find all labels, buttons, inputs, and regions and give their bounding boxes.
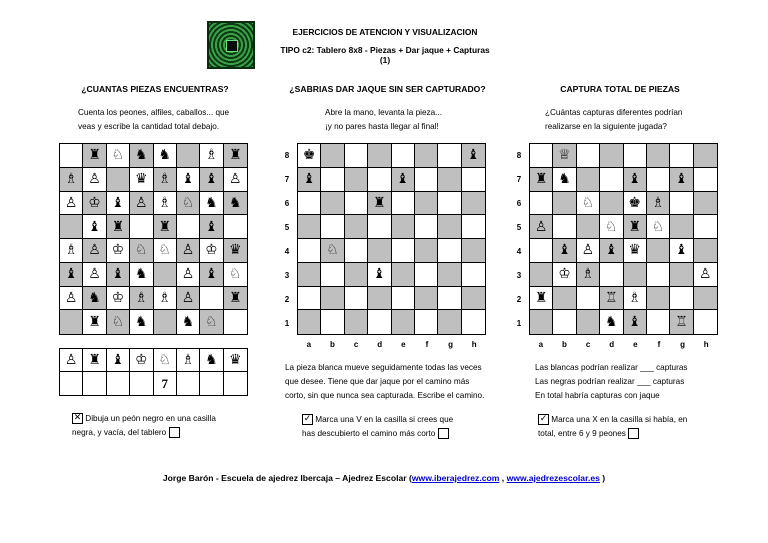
chess-piece-square: ♞ bbox=[130, 263, 153, 287]
empty-square bbox=[200, 287, 223, 311]
col2-file-labels bbox=[297, 340, 486, 349]
ajedrezescolar-link[interactable]: www.ajedrezescolar.es bbox=[506, 473, 600, 483]
rank-label: 6 bbox=[516, 198, 522, 208]
chess-piece-square: ♘ bbox=[107, 144, 130, 168]
chess-piece-square: ♞ bbox=[553, 168, 576, 192]
piece-count-table bbox=[59, 348, 248, 396]
chess-piece-square: ♛ bbox=[224, 239, 247, 263]
file-label: g bbox=[680, 340, 685, 349]
empty-square bbox=[530, 144, 553, 168]
empty-square bbox=[321, 168, 344, 192]
empty-square bbox=[60, 144, 83, 168]
empty-square bbox=[670, 192, 693, 216]
chess-piece-square: ♙ bbox=[60, 287, 83, 311]
chess-piece-square: ♙ bbox=[60, 192, 83, 216]
chess-piece-square: ♘ bbox=[600, 215, 623, 239]
empty-square bbox=[647, 263, 670, 287]
empty-square bbox=[392, 192, 415, 216]
chess-piece-square: ♗ bbox=[60, 239, 83, 263]
empty-square bbox=[60, 310, 83, 334]
chess-piece-square: ♜ bbox=[224, 144, 247, 168]
empty-square bbox=[392, 239, 415, 263]
empty-square bbox=[600, 168, 623, 192]
empty-square bbox=[345, 287, 368, 311]
empty-square bbox=[392, 215, 415, 239]
empty-square bbox=[321, 263, 344, 287]
chess-piece-square: ♞ bbox=[154, 144, 177, 168]
empty-square bbox=[224, 215, 247, 239]
rank-label: 5 bbox=[284, 222, 290, 232]
chess-piece-square: ♗ bbox=[624, 287, 647, 311]
file-label: c bbox=[585, 340, 591, 349]
rank-label: 5 bbox=[516, 222, 522, 232]
chess-piece-square: ♝ bbox=[670, 168, 693, 192]
empty-square bbox=[154, 310, 177, 334]
empty-square bbox=[670, 144, 693, 168]
empty-square bbox=[321, 215, 344, 239]
empty-square bbox=[438, 168, 461, 192]
rank-label: 3 bbox=[516, 270, 522, 280]
page-title: EJERCICIOS DE ATENCION Y VISUALIZACION bbox=[292, 27, 478, 37]
answer-checkbox[interactable] bbox=[169, 427, 180, 438]
chess-piece-square: ♝ bbox=[392, 168, 415, 192]
chess-piece-square: ♜ bbox=[83, 144, 106, 168]
rank-label: 6 bbox=[284, 198, 290, 208]
empty-square bbox=[415, 168, 438, 192]
give-check-board bbox=[297, 143, 486, 335]
empty-square bbox=[130, 215, 153, 239]
empty-square bbox=[321, 144, 344, 168]
chess-piece-square: ♞ bbox=[600, 310, 623, 334]
chess-piece-square: ♚ bbox=[298, 144, 321, 168]
empty-square bbox=[415, 263, 438, 287]
rank-label: 3 bbox=[284, 270, 290, 280]
empty-square bbox=[553, 310, 576, 334]
chess-piece-square: ♘ bbox=[177, 192, 200, 216]
x-checkbox-icon: ✕ bbox=[73, 413, 82, 424]
chess-piece-square: ♙ bbox=[83, 263, 106, 287]
chess-piece-square: ♝ bbox=[298, 168, 321, 192]
empty-square bbox=[345, 192, 368, 216]
rank-label: 4 bbox=[516, 246, 522, 256]
empty-square bbox=[154, 263, 177, 287]
empty-square bbox=[60, 215, 83, 239]
empty-square bbox=[438, 192, 461, 216]
chess-piece-square: ♜ bbox=[107, 215, 130, 239]
file-label: b bbox=[561, 340, 567, 349]
empty-square bbox=[345, 215, 368, 239]
rank-label: 4 bbox=[284, 246, 290, 256]
chess-piece-square: ♕ bbox=[553, 144, 576, 168]
file-label: h bbox=[703, 340, 709, 349]
empty-square bbox=[368, 144, 391, 168]
empty-square bbox=[345, 310, 368, 334]
chess-piece-square: ♜ bbox=[530, 168, 553, 192]
col2-heading: ¿SABRIAS DAR JAQUE SIN SER CAPTURADO? bbox=[289, 84, 486, 94]
empty-square bbox=[415, 310, 438, 334]
col3-rank-labels bbox=[512, 143, 526, 335]
empty-square bbox=[224, 310, 247, 334]
chess-piece-square: ♝ bbox=[107, 263, 130, 287]
file-label: f bbox=[425, 340, 429, 349]
chess-piece-square: ♞ bbox=[224, 192, 247, 216]
answer-piece-cell: ♝ bbox=[107, 349, 130, 372]
empty-square bbox=[462, 192, 485, 216]
col3-heading: CAPTURA TOTAL DE PIEZAS bbox=[560, 84, 680, 94]
chess-piece-square: ♙ bbox=[177, 239, 200, 263]
empty-square bbox=[415, 239, 438, 263]
footer-credits: Jorge Barón - Escuela de ajedrez Ibercaja – Ajedrez Escolar (www.iberajedrez.com , www.ajedrezescolar.es ) bbox=[162, 473, 606, 483]
rank-label: 1 bbox=[284, 318, 290, 328]
rank-label: 8 bbox=[284, 150, 290, 160]
chess-piece-square: ♞ bbox=[83, 287, 106, 311]
chess-piece-square: ♙ bbox=[177, 287, 200, 311]
chess-piece-square: ♖ bbox=[600, 287, 623, 311]
file-label: a bbox=[306, 340, 312, 349]
empty-square bbox=[600, 263, 623, 287]
chess-piece-square: ♜ bbox=[83, 310, 106, 334]
empty-square bbox=[600, 192, 623, 216]
empty-square bbox=[530, 263, 553, 287]
answer-count-cell[interactable]: 7 bbox=[154, 372, 177, 395]
answer-piece-cell: ♙ bbox=[60, 349, 83, 372]
empty-square bbox=[438, 144, 461, 168]
empty-square bbox=[462, 263, 485, 287]
answer-count-cell[interactable] bbox=[224, 372, 247, 395]
chess-piece-square: ♗ bbox=[154, 192, 177, 216]
file-label: c bbox=[353, 340, 359, 349]
chess-piece-square: ♙ bbox=[83, 168, 106, 192]
empty-square bbox=[462, 215, 485, 239]
answer-piece-cell: ♗ bbox=[177, 349, 200, 372]
empty-square bbox=[530, 192, 553, 216]
empty-square bbox=[553, 215, 576, 239]
rank-label: 8 bbox=[516, 150, 522, 160]
answer-count-cell[interactable] bbox=[107, 372, 130, 395]
chess-piece-square: ♘ bbox=[154, 239, 177, 263]
empty-square bbox=[438, 263, 461, 287]
empty-square bbox=[577, 310, 600, 334]
answer-piece-cell: ♔ bbox=[130, 349, 153, 372]
empty-square bbox=[694, 287, 717, 311]
empty-square bbox=[647, 239, 670, 263]
rank-label: 7 bbox=[516, 174, 522, 184]
chess-piece-square: ♚ bbox=[624, 192, 647, 216]
total-captures-board bbox=[529, 143, 718, 335]
chess-piece-square: ♝ bbox=[624, 310, 647, 334]
col2-rank-labels bbox=[280, 143, 294, 335]
chess-piece-square: ♗ bbox=[154, 168, 177, 192]
file-label: e bbox=[401, 340, 406, 349]
empty-square bbox=[462, 239, 485, 263]
col1-heading: ¿CUANTAS PIEZAS ENCUENTRAS? bbox=[81, 84, 229, 94]
empty-square bbox=[298, 192, 321, 216]
empty-square bbox=[553, 192, 576, 216]
col1-instructions: Cuenta los peones, alfiles, caballos... que veas y escribe la cantidad total debajo. bbox=[78, 108, 230, 131]
chess-piece-square: ♗ bbox=[647, 192, 670, 216]
chess-piece-square: ♝ bbox=[368, 263, 391, 287]
empty-square bbox=[345, 263, 368, 287]
col2-description: La pieza blanca mueve seguidamente todas las veces que desee. Tiene que dar jaque por el camino más corto, sin que nunca sea capturada. Escribe el camino. bbox=[285, 363, 485, 400]
empty-square bbox=[553, 287, 576, 311]
chess-piece-square: ♝ bbox=[624, 168, 647, 192]
file-label: e bbox=[633, 340, 638, 349]
file-label: d bbox=[609, 340, 615, 349]
empty-square bbox=[647, 310, 670, 334]
empty-square bbox=[298, 215, 321, 239]
chess-piece-square: ♛ bbox=[130, 168, 153, 192]
chess-piece-square: ♙ bbox=[83, 239, 106, 263]
chess-piece-square: ♜ bbox=[624, 215, 647, 239]
empty-square bbox=[368, 287, 391, 311]
empty-square bbox=[694, 192, 717, 216]
empty-square bbox=[694, 239, 717, 263]
chess-piece-square: ♝ bbox=[600, 239, 623, 263]
col3-instructions: ¿Cuántas capturas diferentes podrían realizarse en la siguiente jugada? bbox=[545, 108, 683, 131]
chess-piece-square: ♝ bbox=[200, 168, 223, 192]
chess-piece-square: ♔ bbox=[107, 287, 130, 311]
chess-piece-square: ♔ bbox=[107, 239, 130, 263]
empty-square bbox=[462, 168, 485, 192]
chess-piece-square: ♘ bbox=[224, 263, 247, 287]
rank-label: 1 bbox=[516, 318, 522, 328]
iberajedrez-link[interactable]: www.iberajedrez.com bbox=[411, 473, 500, 483]
col3-task: ✓ Marca una X en la casilla si había, en total, entre 6 y 9 peones bbox=[538, 414, 688, 438]
chess-piece-square: ♗ bbox=[200, 144, 223, 168]
rank-label: 2 bbox=[284, 294, 290, 304]
chess-piece-square: ♝ bbox=[200, 263, 223, 287]
empty-square bbox=[392, 310, 415, 334]
col1-task: ✕ Dibuja un peón negro en una casilla negra, y vacía, del tablero bbox=[72, 413, 216, 437]
chess-piece-square: ♞ bbox=[130, 310, 153, 334]
empty-square bbox=[600, 144, 623, 168]
empty-square bbox=[415, 192, 438, 216]
empty-square bbox=[438, 310, 461, 334]
empty-square bbox=[577, 215, 600, 239]
answer-checkbox[interactable] bbox=[438, 428, 449, 439]
chess-piece-square: ♖ bbox=[670, 310, 693, 334]
empty-square bbox=[462, 287, 485, 311]
empty-square bbox=[577, 287, 600, 311]
empty-square bbox=[530, 239, 553, 263]
empty-square bbox=[577, 144, 600, 168]
empty-square bbox=[670, 263, 693, 287]
file-label: b bbox=[329, 340, 335, 349]
chess-piece-square: ♘ bbox=[577, 192, 600, 216]
chess-piece-square: ♜ bbox=[368, 192, 391, 216]
chess-piece-square: ♝ bbox=[107, 192, 130, 216]
answer-count-cell[interactable] bbox=[60, 372, 83, 395]
empty-square bbox=[298, 263, 321, 287]
answer-count-cell[interactable] bbox=[177, 372, 200, 395]
chess-piece-square: ♞ bbox=[177, 310, 200, 334]
empty-square bbox=[694, 310, 717, 334]
empty-square bbox=[298, 239, 321, 263]
col3-file-labels bbox=[529, 340, 718, 349]
answer-count-cell[interactable] bbox=[200, 372, 223, 395]
page-subtitle: TIPO c2: Tablero 8x8 - Piezas + Dar jaque + Capturas (1) bbox=[280, 45, 490, 65]
empty-square bbox=[298, 287, 321, 311]
empty-square bbox=[694, 168, 717, 192]
chess-piece-square: ♘ bbox=[107, 310, 130, 334]
empty-square bbox=[694, 215, 717, 239]
chess-piece-square: ♙ bbox=[530, 215, 553, 239]
empty-square bbox=[624, 263, 647, 287]
check-checkbox-icon: ✓ bbox=[303, 414, 312, 425]
file-label: h bbox=[471, 340, 477, 349]
chess-piece-square: ♘ bbox=[200, 310, 223, 334]
empty-square bbox=[577, 168, 600, 192]
file-label: d bbox=[377, 340, 383, 349]
col2-instructions: Abre la mano, levanta la pieza... ¡y no pares hasta llegar al final! bbox=[325, 108, 442, 131]
empty-square bbox=[624, 144, 647, 168]
chess-piece-square: ♔ bbox=[553, 263, 576, 287]
chess-piece-square: ♝ bbox=[670, 239, 693, 263]
chess-piece-square: ♝ bbox=[83, 215, 106, 239]
chess-piece-square: ♙ bbox=[224, 168, 247, 192]
chess-piece-square: ♙ bbox=[694, 263, 717, 287]
empty-square bbox=[415, 287, 438, 311]
chess-piece-square: ♝ bbox=[177, 168, 200, 192]
chess-piece-square: ♜ bbox=[154, 215, 177, 239]
rank-label: 2 bbox=[516, 294, 522, 304]
answer-piece-cell: ♘ bbox=[154, 349, 177, 372]
empty-square bbox=[647, 168, 670, 192]
answer-piece-cell: ♜ bbox=[83, 349, 106, 372]
empty-square bbox=[438, 287, 461, 311]
chess-piece-square: ♗ bbox=[130, 287, 153, 311]
chess-piece-square: ♔ bbox=[83, 192, 106, 216]
empty-square bbox=[670, 215, 693, 239]
chess-logo-image bbox=[207, 21, 255, 69]
chess-piece-square: ♙ bbox=[130, 192, 153, 216]
chess-piece-square: ♘ bbox=[321, 239, 344, 263]
chess-piece-square: ♘ bbox=[647, 215, 670, 239]
empty-square bbox=[368, 168, 391, 192]
empty-square bbox=[462, 310, 485, 334]
empty-square bbox=[670, 287, 693, 311]
chess-piece-square: ♝ bbox=[60, 263, 83, 287]
empty-square bbox=[345, 144, 368, 168]
count-pieces-board bbox=[59, 143, 248, 335]
col2-task: ✓ Marca una V en la casilla si crees que has descubierto el camino más corto bbox=[302, 414, 454, 438]
empty-square bbox=[321, 192, 344, 216]
empty-square bbox=[415, 144, 438, 168]
chess-piece-square: ♝ bbox=[200, 215, 223, 239]
empty-square bbox=[530, 310, 553, 334]
chess-piece-square: ♝ bbox=[553, 239, 576, 263]
chess-piece-square: ♙ bbox=[177, 263, 200, 287]
chess-piece-square: ♜ bbox=[530, 287, 553, 311]
chess-piece-square: ♝ bbox=[462, 144, 485, 168]
chess-piece-square: ♜ bbox=[224, 287, 247, 311]
chess-piece-square: ♔ bbox=[200, 239, 223, 263]
empty-square bbox=[392, 144, 415, 168]
empty-square bbox=[415, 215, 438, 239]
col3-description: Las blancas podrían realizar ___ capturas Las negras podrían realizar ___ capturas En total habría capturas con jaque bbox=[535, 363, 688, 400]
empty-square bbox=[177, 215, 200, 239]
file-label: g bbox=[448, 340, 453, 349]
empty-square bbox=[694, 144, 717, 168]
empty-square bbox=[321, 287, 344, 311]
empty-square bbox=[107, 168, 130, 192]
chess-piece-square: ♗ bbox=[60, 168, 83, 192]
file-label: a bbox=[538, 340, 544, 349]
empty-square bbox=[345, 168, 368, 192]
chess-piece-square: ♞ bbox=[200, 192, 223, 216]
chess-piece-square: ♗ bbox=[577, 263, 600, 287]
chess-piece-square: ♗ bbox=[154, 287, 177, 311]
rank-label: 7 bbox=[284, 174, 290, 184]
empty-square bbox=[392, 287, 415, 311]
answer-count-cell[interactable] bbox=[83, 372, 106, 395]
answer-checkbox[interactable] bbox=[628, 428, 639, 439]
answer-count-cell[interactable] bbox=[130, 372, 153, 395]
chess-piece-square: ♙ bbox=[577, 239, 600, 263]
chess-piece-square: ♘ bbox=[130, 239, 153, 263]
empty-square bbox=[392, 263, 415, 287]
empty-square bbox=[368, 215, 391, 239]
chess-piece-square: ♞ bbox=[130, 144, 153, 168]
file-label: f bbox=[657, 340, 661, 349]
chess-piece-square: ♛ bbox=[624, 239, 647, 263]
empty-square bbox=[647, 287, 670, 311]
empty-square bbox=[345, 239, 368, 263]
empty-square bbox=[321, 310, 344, 334]
empty-square bbox=[368, 310, 391, 334]
empty-square bbox=[177, 144, 200, 168]
empty-square bbox=[438, 215, 461, 239]
empty-square bbox=[298, 310, 321, 334]
empty-square bbox=[368, 239, 391, 263]
check-checkbox-icon: ✓ bbox=[539, 414, 548, 425]
empty-square bbox=[647, 144, 670, 168]
empty-square bbox=[438, 239, 461, 263]
answer-piece-cell: ♛ bbox=[224, 349, 247, 372]
answer-piece-cell: ♞ bbox=[200, 349, 223, 372]
